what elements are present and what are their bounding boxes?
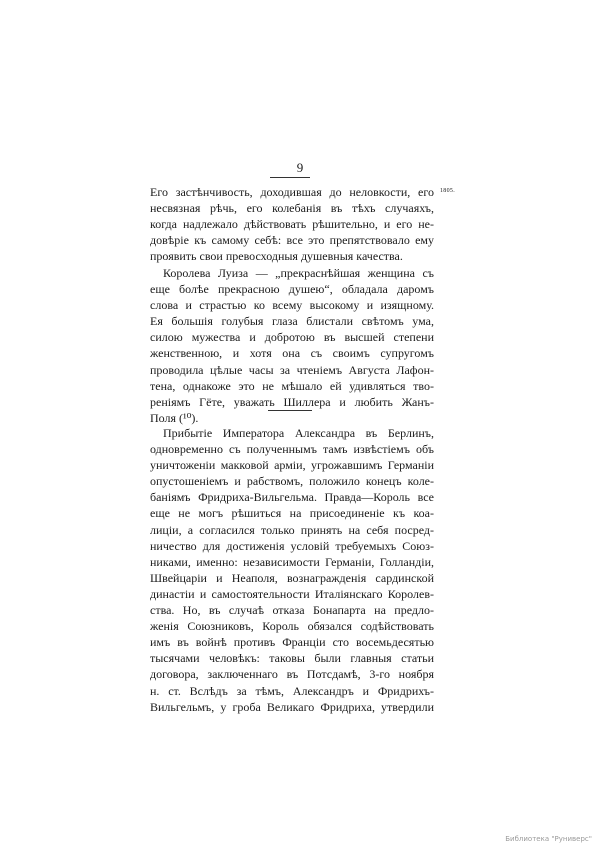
text-line: Вильгельмъ, у гроба Великаго Фридриха, утвердили bbox=[150, 699, 434, 714]
text-line: несвязная рѣчь, его колебанія въ тѣхъ случаяхъ, bbox=[150, 201, 434, 216]
text-line: тена, однакоже это не мѣшало ей удивляться тво- bbox=[150, 378, 434, 393]
text-line: никами, именно: независимости Германіи, Голландіи, bbox=[150, 554, 434, 569]
text-line: проявить свои превосходныя душевныя качества. bbox=[150, 249, 403, 264]
text-line: договора, заключеннаго въ Потсдамѣ, 3-го ноября bbox=[150, 667, 434, 682]
text-line: уничтоженіи макковой арміи, угрожавшимъ Германіи bbox=[150, 458, 434, 473]
text-line: довѣріе къ самому себѣ: все это препятствовало ему bbox=[150, 233, 434, 248]
page-number: 9 bbox=[296, 160, 304, 175]
text-line: проводила цѣлые часы за чтеніемъ Августа Лафон- bbox=[150, 362, 434, 377]
margin-year: 1805. bbox=[440, 188, 455, 194]
text-line: реніямъ Гёте, уважать Шиллера и любить Жанъ- bbox=[150, 394, 434, 409]
text-line: Прибытіе Императора Александра въ Берлинъ, bbox=[163, 426, 434, 440]
text-line: женственною, и хотя она съ своимъ супругомъ bbox=[150, 346, 434, 361]
text-line: Ея большія голубыя глаза блистали свѣтомъ ума, bbox=[150, 314, 434, 329]
text-line: баніямъ Фридриха-Вильгельма. Правда—Король все bbox=[150, 490, 434, 505]
text-line: н. ст. Вслѣдъ за тѣмъ, Александръ и Фридрихъ- bbox=[150, 683, 434, 698]
page-number-rule bbox=[270, 177, 310, 178]
paragraph-3 bbox=[150, 425, 434, 715]
text-line: силою мужества и добротою въ высшей степени bbox=[150, 330, 434, 345]
library-watermark: Библиотека "Руниверс" bbox=[505, 835, 592, 843]
text-line: ства. Но, въ случаѣ отказа Бонапарта на предло- bbox=[150, 603, 434, 618]
text-line: женія Союзниковъ, Король обязался содѣйствовать bbox=[150, 619, 434, 634]
text-line: Его застѣнчивость, доходившая до неловкости, его bbox=[150, 185, 434, 199]
text-line: одновременно съ полученнымъ тамъ извѣстіемъ объ bbox=[150, 442, 434, 457]
text-line: имъ въ войнѣ противъ Франціи сто восемьдесятью bbox=[150, 635, 434, 650]
text-line: еще не могъ рѣшиться на присоединеніе къ коа- bbox=[150, 506, 434, 521]
text-line: Королева Луиза — „прекраснѣйшая женщина съ bbox=[163, 266, 434, 280]
text-line: ничество для достиженія условій требуемыхъ Союз- bbox=[150, 538, 434, 553]
text-line: опустошеніемъ и рабствомъ, положило конецъ коле- bbox=[150, 474, 434, 489]
text-line: тысячами человѣкъ: таковы были главныя статьи bbox=[150, 651, 434, 666]
text-line: слова и страстью ко всему высокому и изящному. bbox=[150, 298, 434, 313]
paragraph-1 bbox=[150, 184, 434, 264]
text-line: Швейцаріи и Неаполя, вознагражденія сардинской bbox=[150, 570, 434, 585]
text-line: когда надлежало дѣйствовать рѣшительно, и его не- bbox=[150, 217, 434, 232]
paragraph-2 bbox=[150, 265, 434, 426]
text-line: лиціи, а согласился только принять на себя посред- bbox=[150, 522, 434, 537]
text-line: династіи и самостоятельности Италіянскаго Королев- bbox=[150, 586, 434, 601]
text-line: еще болѣе прекрасною душею“, обладала даромъ bbox=[150, 282, 434, 297]
section-divider bbox=[268, 410, 312, 411]
text-line: Поля (¹⁰). bbox=[150, 410, 199, 425]
